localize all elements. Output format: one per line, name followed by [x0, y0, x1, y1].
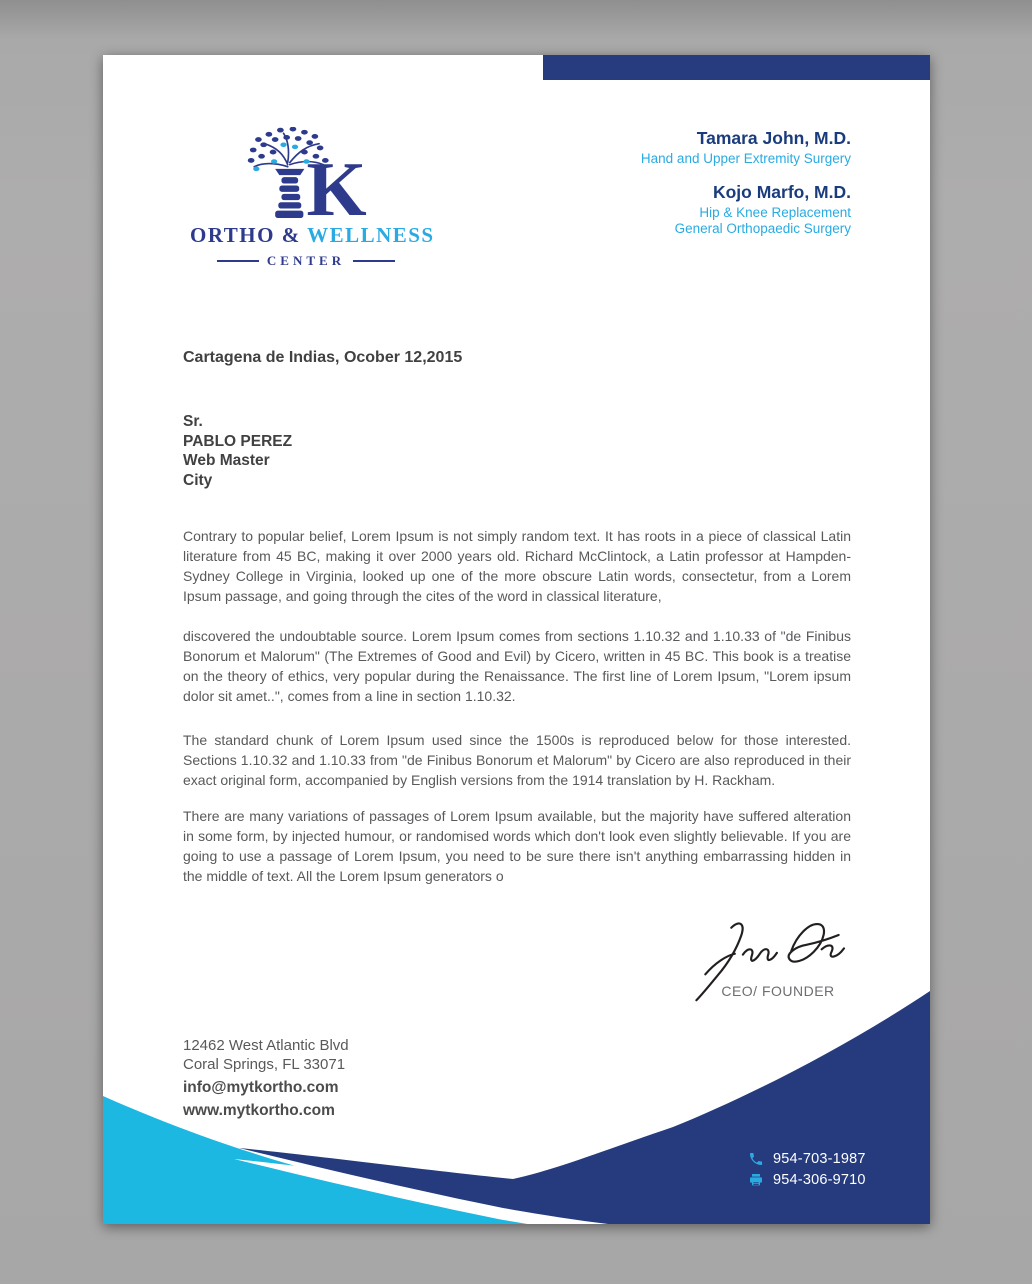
subtitle-rule-right: [353, 260, 395, 262]
logo-wordmark: [190, 223, 435, 248]
fax-number: 954-306-9710: [773, 1172, 866, 1188]
tree-monogram-icon: [231, 127, 381, 219]
recipient-line: Sr.: [183, 413, 203, 430]
body-paragraph: Contrary to popular belief, Lorem Ipsum is not simply random text. It has roots in a piece of classical Latin literature from 45 BC, making it over 2000 years old. Richard McClintock, a Latin professor at Hampden-Sydney College in Virginia, looked up one of the more obscure Latin words, consectetur, from a Lorem Ipsum passage, and going through the cites of the word in classical literature,: [183, 528, 851, 604]
logo: [190, 127, 435, 269]
doctor-entry: [641, 182, 851, 237]
recipient-line: Web Master: [183, 452, 270, 469]
doctors-block: [641, 128, 851, 237]
phone-icon: [748, 1151, 764, 1167]
address-city: Coral Springs, FL 33071: [183, 1056, 346, 1073]
subtitle-rule-left: [217, 260, 259, 262]
doctor-name: Kojo Marfo, M.D.: [712, 182, 851, 202]
recipient-line: City: [183, 471, 213, 489]
logo-wordmark-ortho: ORTHO &: [190, 223, 308, 247]
logo-subtitle-row: [190, 253, 422, 269]
doctor-specialty: Hand and Upper Extremity Surgery: [640, 151, 851, 166]
doctor-specialty: Hip & Knee Replacement: [699, 205, 851, 220]
letterhead-page: [103, 55, 930, 1224]
address-block: [183, 1036, 349, 1120]
tree-trunk: [275, 169, 304, 218]
body-paragraph: discovered the undoubtable source. Lorem Ipsum comes from sections 1.10.32 and 1.10.33 of "de Finibus Bonorum et Malorum" (The Extremes of Good and Evil) by Cicero, written in 45 BC. This book is a treatise on the theory of ethics, very popular during the Renaissance. The first line of Lorem Ipsum, "Lorem ipsum dolor sit amet..", comes from a line in section 1.10.32.: [183, 628, 851, 704]
website: www.mytkortho.com: [183, 1102, 335, 1119]
email: info@mytkortho.com: [183, 1079, 339, 1096]
signer-title: CEO/ FOUNDER: [721, 983, 835, 999]
dateline: Cartagena de Indias, Ocober 12,2015: [183, 349, 463, 366]
recipient-line: PABLO PEREZ: [183, 432, 293, 450]
doctor-name: Tamara John, M.D.: [696, 128, 851, 148]
contact-block: [748, 1149, 866, 1190]
logo-wordmark-wellness: WELLNESS: [307, 223, 435, 247]
phone-number: 954-703-1987: [773, 1151, 866, 1167]
phone-row: [748, 1149, 866, 1169]
logo-subtitle: CENTER: [266, 253, 346, 268]
header-accent-bar: [543, 55, 930, 80]
doctor-entry: [641, 128, 851, 167]
address-street: 12462 West Atlantic Blvd: [183, 1037, 349, 1054]
doctor-specialty: General Orthopaedic Surgery: [674, 221, 851, 236]
recipient-block: [183, 412, 292, 490]
fax-row: [748, 1170, 866, 1190]
body-paragraph: There are many variations of passages of Lorem Ipsum available, but the majority have suffered alteration in some form, by injected humour, or randomised words which don't look even slightly believable. If you are going to use a passage of Lorem Ipsum, you need to be sure there isn't anything embarrassing hidden in the middle of text. All the Lorem Ipsum generators o: [183, 808, 851, 884]
body-paragraph: The standard chunk of Lorem Ipsum used since the 1500s is reproduced below for those interested. Sections 1.10.32 and 1.10.33 from "de Finibus Bonorum et Malorum" by Cicero are also reproduced in their exact original form, accompanied by English versions from the 1914 translation by H. Rackham.: [183, 732, 851, 788]
fax-icon: [748, 1172, 764, 1188]
logo-monogram: K: [306, 145, 367, 219]
